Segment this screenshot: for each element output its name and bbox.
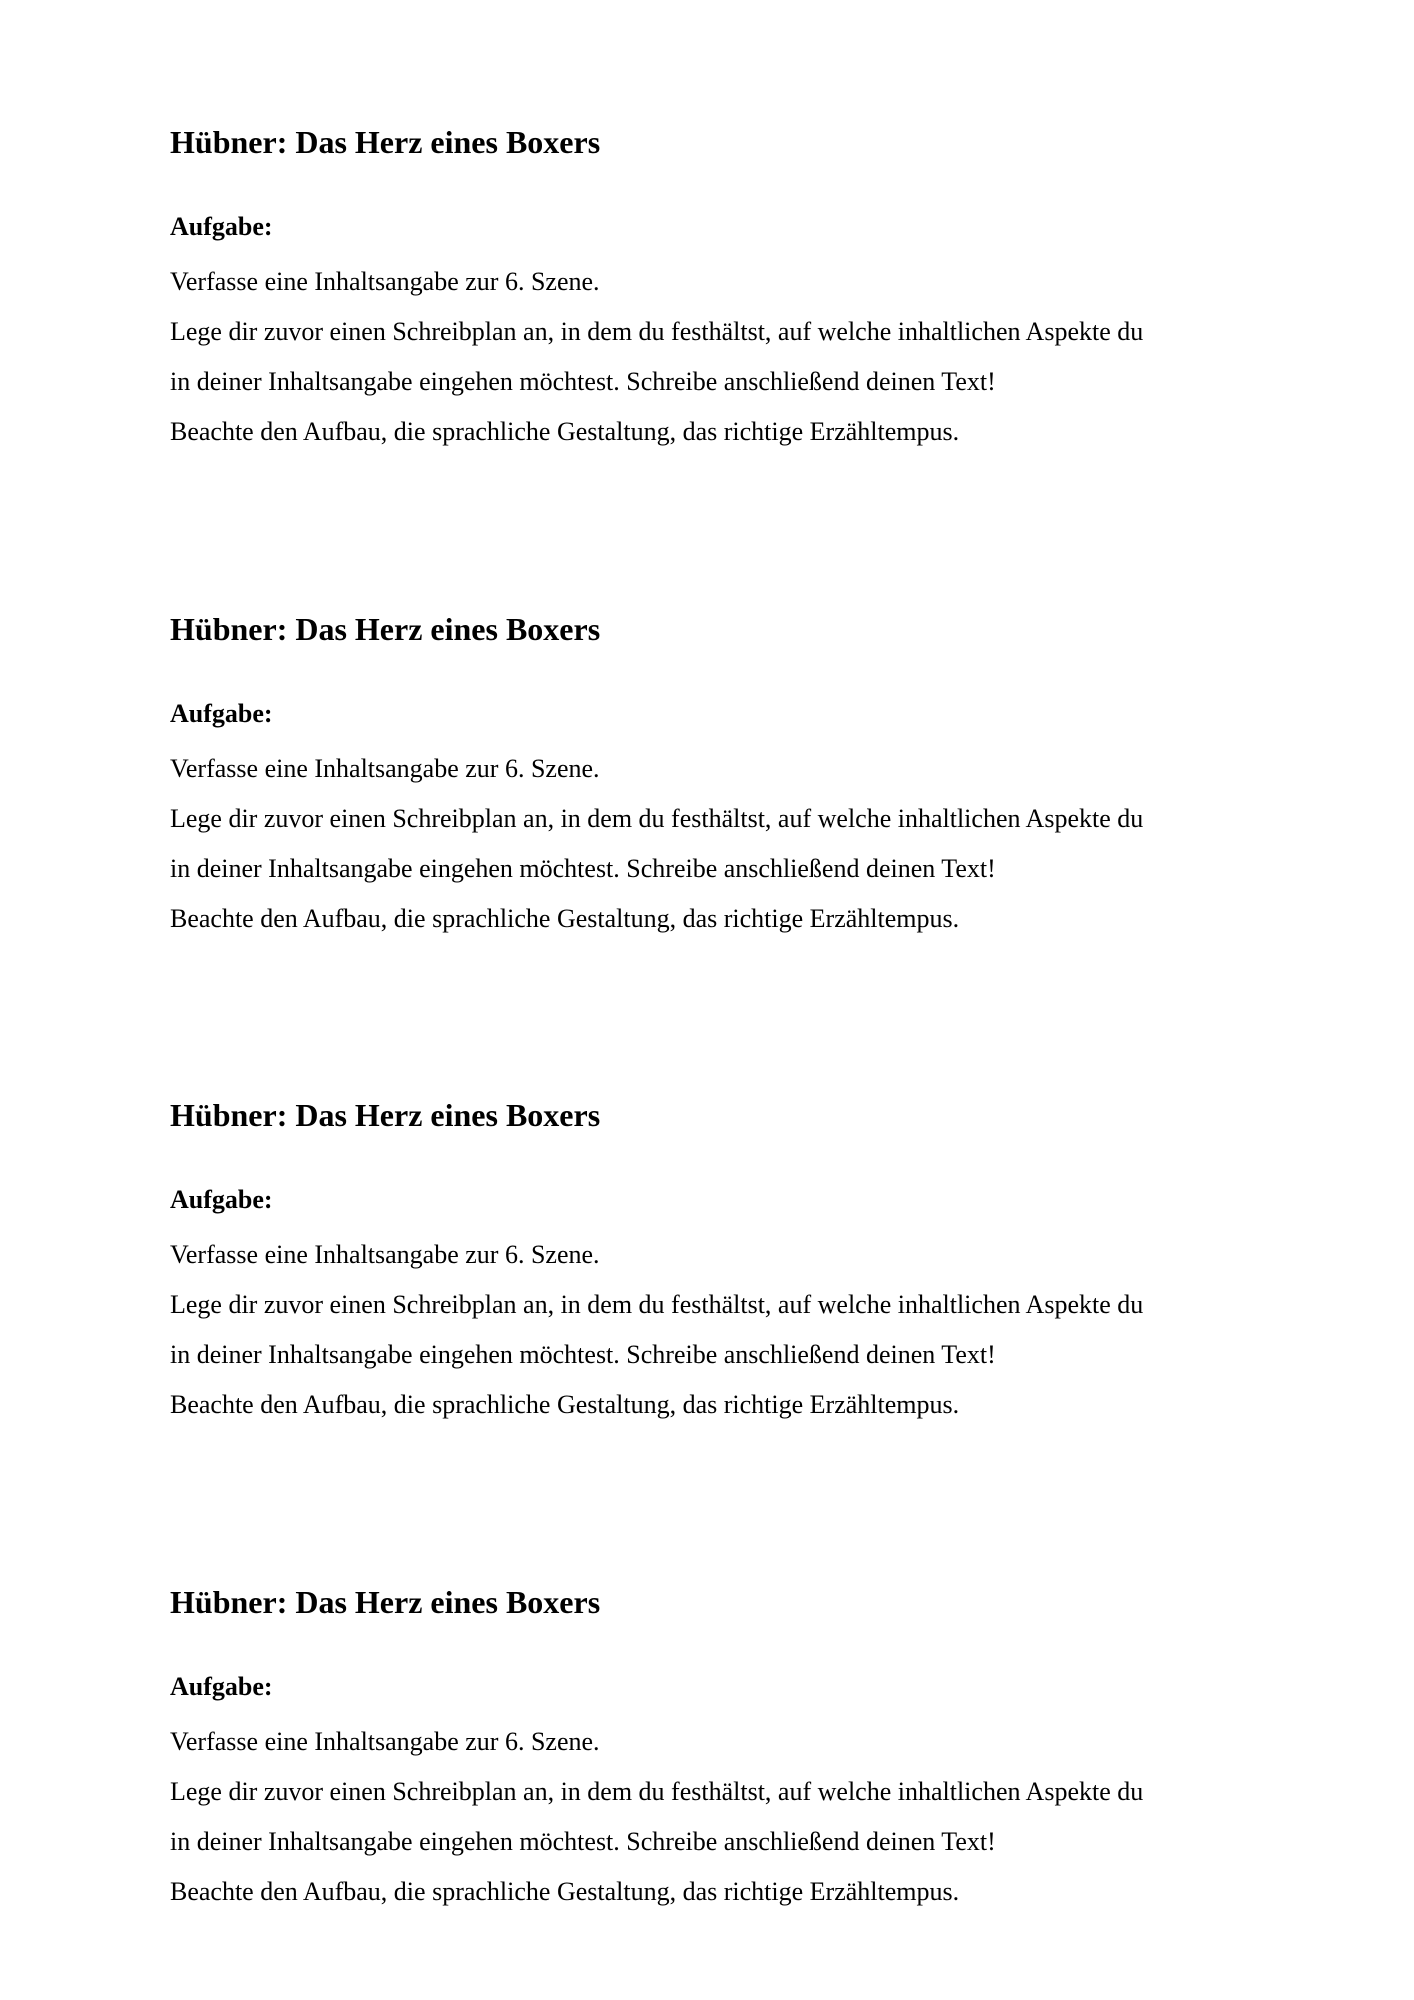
task-label: Aufgabe: [170,212,273,241]
instruction-line: Lege dir zuvor einen Schreibplan an, in dem du festhältst, auf welche inhaltlichen Aspekte du [170,1290,1144,1319]
instruction-line: in deiner Inhaltsangabe eingehen möchtest. Schreibe anschließend deinen Text! [170,1340,996,1369]
instruction-line: in deiner Inhaltsangabe eingehen möchtest. Schreibe anschließend deinen Text! [170,1827,996,1856]
instruction-line: Lege dir zuvor einen Schreibplan an, in dem du festhältst, auf welche inhaltlichen Aspekte du [170,804,1144,833]
task-block [170,609,1320,933]
task-label: Aufgabe: [170,1185,273,1214]
instruction-line: in deiner Inhaltsangabe eingehen möchtest. Schreibe anschließend deinen Text! [170,854,996,883]
instruction-line: Verfasse eine Inhaltsangabe zur 6. Szene. [170,1240,600,1269]
task-label: Aufgabe: [170,1672,273,1701]
task-instructions [170,1717,1320,1917]
instruction-line: Verfasse eine Inhaltsangabe zur 6. Szene. [170,267,600,296]
task-block [170,1582,1320,1906]
task-title: Hübner: Das Herz eines Boxers [170,611,601,647]
task-title: Hübner: Das Herz eines Boxers [170,1097,601,1133]
task-instructions [170,744,1320,944]
task-instructions [170,1230,1320,1430]
instruction-line: Beachte den Aufbau, die sprachliche Gestaltung, das richtige Erzähltempus. [170,1877,960,1906]
instruction-line: in deiner Inhaltsangabe eingehen möchtest. Schreibe anschließend deinen Text! [170,367,996,396]
task-instructions [170,257,1320,457]
task-block [170,122,1320,446]
instruction-line: Beachte den Aufbau, die sprachliche Gestaltung, das richtige Erzähltempus. [170,417,960,446]
instruction-line: Lege dir zuvor einen Schreibplan an, in dem du festhältst, auf welche inhaltlichen Aspekte du [170,317,1144,346]
task-title: Hübner: Das Herz eines Boxers [170,124,601,160]
instruction-line: Lege dir zuvor einen Schreibplan an, in dem du festhältst, auf welche inhaltlichen Aspekte du [170,1777,1144,1806]
task-block [170,1095,1320,1419]
instruction-line: Beachte den Aufbau, die sprachliche Gestaltung, das richtige Erzähltempus. [170,1390,960,1419]
instruction-line: Verfasse eine Inhaltsangabe zur 6. Szene. [170,754,600,783]
task-title: Hübner: Das Herz eines Boxers [170,1584,601,1620]
task-label: Aufgabe: [170,699,273,728]
instruction-line: Verfasse eine Inhaltsangabe zur 6. Szene. [170,1727,600,1756]
instruction-line: Beachte den Aufbau, die sprachliche Gestaltung, das richtige Erzähltempus. [170,904,960,933]
